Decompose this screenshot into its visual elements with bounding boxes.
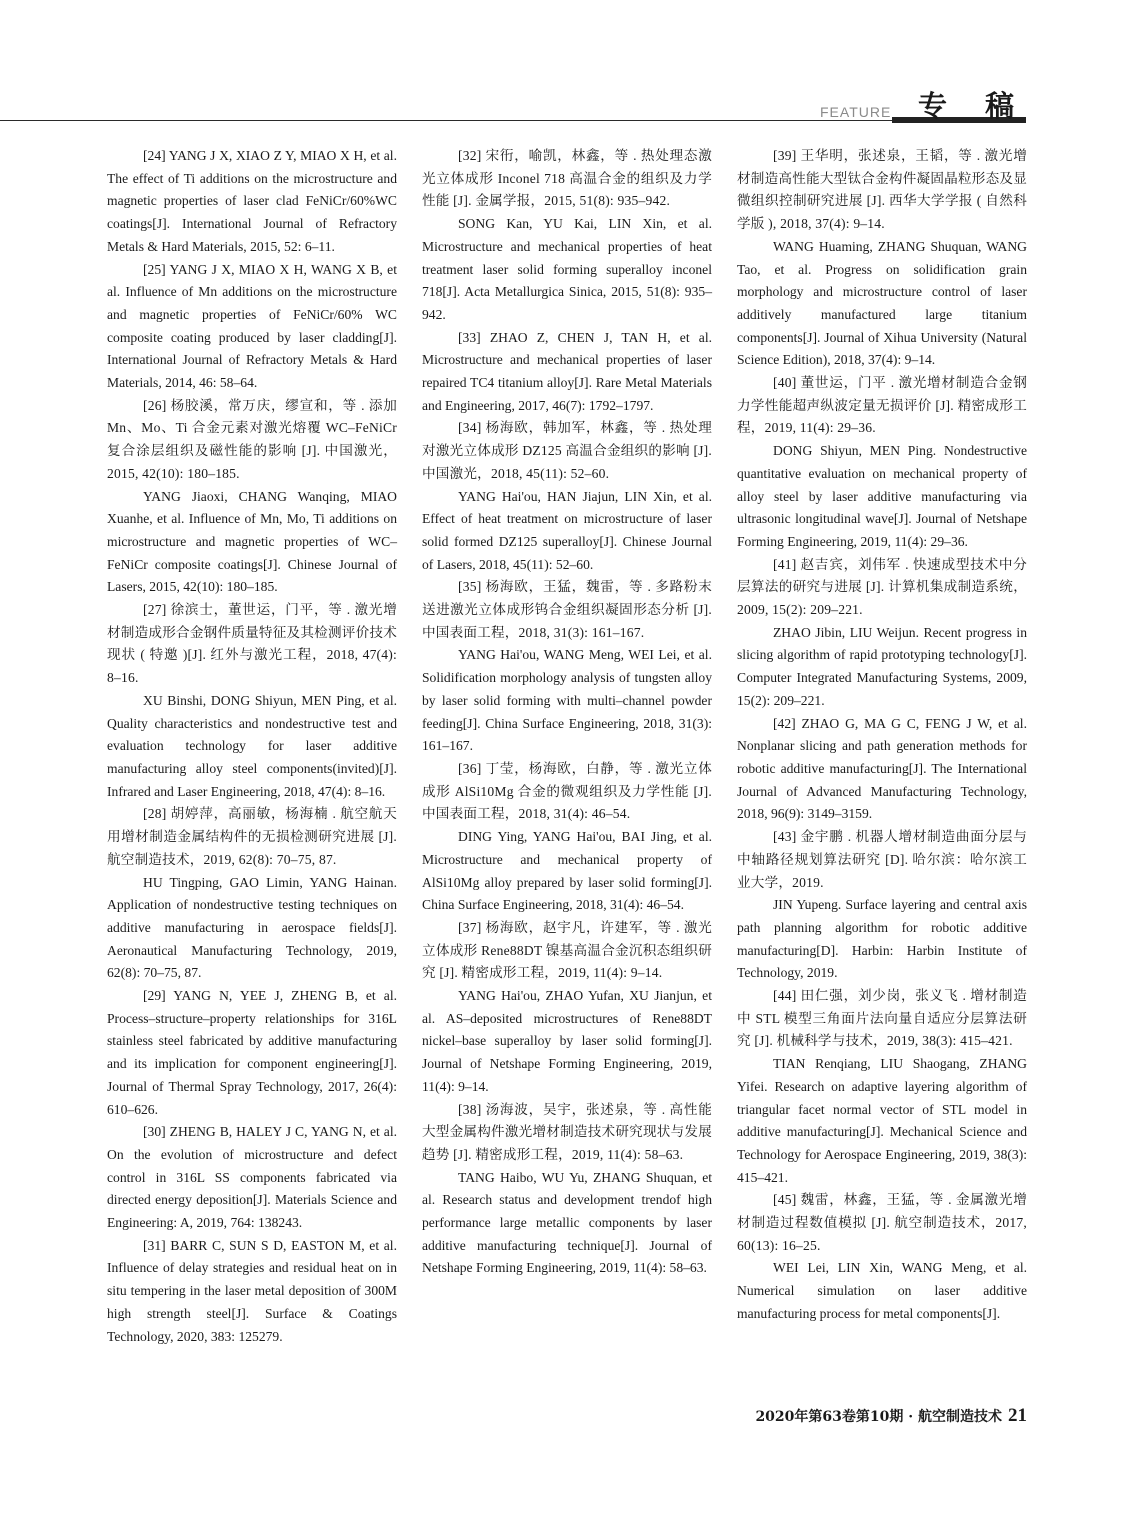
reference-entry: TIAN Renqiang, LIU Shaogang, ZHANG Yifei. Research on adaptive layering algorithm of triangular facet normal vector of STL model in additive manufacturing[J]. Mechanical Science and Technology for Aerospace Engineering, 2019, 38(3): 415–421. bbox=[737, 1056, 1027, 1185]
reference-entry: YANG Hai'ou, HAN Jiajun, LIN Xin, et al. Effect of heat treatment on microstructure of laser solid formed DZ125 superalloy[J]. Chinese Journal of Lasers, 2018, 45(11): 52–60. bbox=[422, 488, 712, 572]
reference-entry: YANG Hai'ou, WANG Meng, WEI Lei, et al. Solidification morphology analysis of tungsten alloy by laser solid forming with multi–channel powder feeding[J]. China Surface Engineering, 2018, 31(3): 161–167. bbox=[422, 647, 712, 754]
reference-entry: DONG Shiyun, MEN Ping. Nondestructive quantitative evaluation on mechanical property of alloy steel by laser additive manufacturing via ultrasonic longitudinal wave[J]. Journal of Netshape Forming Engineering, 2019, 11(4): 29–36. bbox=[737, 443, 1027, 549]
reference-entry: WANG Huaming, ZHANG Shuquan, WANG Tao, et al. Progress on solidification grain morphology and microstructure control of laser additively manufactured large titanium components[J]. Journal of Xihua University (Natural Science Edition), 2018, 37(4): 9–14. bbox=[737, 238, 1027, 368]
reference-entry: XU Binshi, DONG Shiyun, MEN Ping, et al. Quality characteristics and nondestructive test and evaluation technology for laser additive manufacturing alloy steel components(invited)[J]. Infrared and Laser Engineering, 2018, 47(4): 8–16. bbox=[107, 692, 397, 799]
reference-entry: JIN Yupeng. Surface layering and central axis path planning algorithm for robotic additive manufacturing[D]. Harbin: Harbin Institute of Technology, 2019. bbox=[737, 897, 1027, 981]
reference-entry: [30] ZHENG B, HALEY J C, YANG N, et al. On the evolution of microstructure and defect control in 316L SS components fabricated via directed energy deposition[J]. Materials Science and Engineering: A, 2019, 764: 138243. bbox=[107, 1124, 397, 1231]
reference-entry: [32] 宋衎，喻凯，林鑫，等 . 热处理态激光立体成形 Inconel 718 高温合金的组织及力学性能 [J]. 金属学报，2015, 51(8): 935–942. bbox=[422, 148, 712, 209]
reference-entry: [27] 徐滨士，董世运，门平，等 . 激光增材制造成形合金钢件质量特征及其检测评价技术现状 ( 特邀 )[J]. 红外与激光工程，2018, 47(4): 8–16. bbox=[107, 602, 397, 686]
reference-entry: [45] 魏雷，林鑫，王猛，等 . 金属激光增材制造过程数值模拟 [J]. 航空制造技术，2017, 60(13): 16–25. bbox=[737, 1192, 1027, 1253]
page-number: 21 bbox=[1008, 1405, 1027, 1426]
reference-entry: [34] 杨海欧，韩加军，林鑫，等 . 热处理对激光立体成形 DZ125 高温合金组织的影响 [J]. 中国激光，2018, 45(11): 52–60. bbox=[422, 420, 712, 481]
reference-entry: [26] 杨胶溪，常万庆，缪宣和，等 . 添加 Mn、Mo、Ti 合金元素对激光熔覆 WC–FeNiCr 复合涂层组织及磁性能的影响 [J]. 中国激光，2015, 42(10): 180–185. bbox=[107, 397, 397, 481]
reference-entry: [37] 杨海欧，赵宇凡，许建军，等 . 激光立体成形 Rene88DT 镍基高温合金沉积态组织研究 [J]. 精密成形工程，2019, 11(4): 9–14. bbox=[422, 919, 712, 981]
reference-entry: [44] 田仁强，刘少岗，张义飞 . 增材制造中 STL 模型三角面片法向量自适应分层算法研究 [J]. 机械科学与技术，2019, 38(3): 415–421. bbox=[737, 988, 1027, 1049]
reference-entry: [29] YANG N, YEE J, ZHENG B, et al. Process–structure–property relationships for 316L stainless steel fabricated by additive manufacturing and its implication for component engineering[J]. Journal of Thermal Spray Technology, 2017, 26(4): 610–626. bbox=[107, 988, 397, 1117]
feature-label: FEATURE bbox=[820, 104, 892, 120]
reference-entry: [25] YANG J X, MIAO X H, WANG X B, et al. Influence of Mn additions on the microstructure and magnetic properties of FeNiCr/60% WC composite coating produced by laser cladding[J]. International Journal of Refractory Metals & Hard Materials, 2014, 46: 58–64. bbox=[107, 261, 397, 391]
reference-entry: [38] 汤海波，吴宇，张述泉，等 . 高性能大型金属构件激光增材制造技术研究现状与发展趋势 [J]. 精密成形工程，2019, 11(4): 58–63. bbox=[422, 1101, 712, 1162]
reference-column-2 bbox=[422, 145, 712, 1280]
page-footer bbox=[735, 1405, 1027, 1427]
reference-entry: [42] ZHAO G, MA G C, FENG J W, et al. Nonplanar slicing and path generation methods for robotic additive manufacturing[J]. The International Journal of Advanced Manufacturing Technology, 2018, 96(9): 3149–3159. bbox=[737, 715, 1027, 822]
reference-entry: YANG Jiaoxi, CHANG Wanqing, MIAO Xuanhe, et al. Influence of Mn, Mo, Ti additions on microstructure and magnetic properties of WC–FeNiCr composite coatings[J]. Chinese Journal of Lasers, 2015, 42(10): 180–185. bbox=[107, 488, 397, 595]
reference-entry: HU Tingping, GAO Limin, YANG Hainan. Application of nondestructive testing techniques on additive manufacturing in aerospace fields[J]. Aeronautical Manufacturing Technology, 2019, 62(8): 70–75, 87. bbox=[107, 874, 397, 981]
reference-entry: [35] 杨海欧，王猛，魏雷，等 . 多路粉末送进激光立体成形钨合金组织凝固形态分析 [J]. 中国表面工程，2018, 31(3): 161–167. bbox=[422, 579, 712, 640]
section-title: 专 稿 bbox=[918, 89, 1029, 123]
reference-entry: SONG Kan, YU Kai, LIN Xin, et al. Microstructure and mechanical properties of heat treatment laser solid forming superalloy inconel 718[J]. Acta Metallurgica Sinica, 2015, 51(8): 935–942. bbox=[422, 216, 712, 322]
reference-entry: [41] 赵吉宾，刘伟军 . 快速成型技术中分层算法的研究与进展 [J]. 计算机集成制造系统，2009, 15(2): 209–221. bbox=[737, 556, 1027, 618]
reference-column-3 bbox=[737, 145, 1027, 1326]
header-rule bbox=[0, 120, 1026, 121]
reference-column-1 bbox=[107, 145, 397, 1348]
reference-entry: [28] 胡婷萍，高丽敏，杨海楠 . 航空航天用增材制造金属结构件的无损检测研究进展 [J]. 航空制造技术，2019, 62(8): 70–75, 87. bbox=[107, 806, 397, 867]
reference-entry: DING Ying, YANG Hai'ou, BAI Jing, et al. Microstructure and mechanical property of AlSi10Mg alloy prepared by laser solid forming[J]. China Surface Engineering, 2018, 31(4): 46–54. bbox=[422, 829, 712, 913]
reference-entry: ZHAO Jibin, LIU Weijun. Recent progress in slicing algorithm of rapid prototyping technology[J]. Computer Integrated Manufacturing Systems, 2009, 15(2): 209–221. bbox=[737, 624, 1027, 708]
reference-entry: [40] 董世运，门平 . 激光增材制造合金钢力学性能超声纵波定量无损评价 [J]. 精密成形工程，2019, 11(4): 29–36. bbox=[737, 375, 1027, 436]
reference-entry: TANG Haibo, WU Yu, ZHANG Shuquan, et al. Research status and development trendof high performance large metallic components by laser additive manufacturing technique[J]. Journal of Netshape Forming Engineering, 2019, 11(4): 58–63. bbox=[422, 1169, 712, 1276]
reference-entry: [31] BARR C, SUN S D, EASTON M, et al. Influence of delay strategies and residual heat on in situ tempering in the laser metal deposition of 300M high strength steel[J]. Surface & Coatings Technology, 2020, 383: 125279. bbox=[107, 1237, 397, 1344]
reference-entry: [33] ZHAO Z, CHEN J, TAN H, et al. Microstructure and mechanical properties of laser repaired TC4 titanium alloy[J]. Rare Metal Materials and Engineering, 2017, 46(7): 1792–1797. bbox=[422, 329, 712, 413]
reference-entry: [43] 金宇鹏 . 机器人增材制造曲面分层与中轴路径规划算法研究 [D]. 哈尔滨：哈尔滨工业大学，2019. bbox=[737, 829, 1027, 890]
reference-entry: YANG Hai'ou, ZHAO Yufan, XU Jianjun, et al. AS–deposited microstructures of Rene88DT nickel–base superalloy by laser solid forming[J]. Journal of Netshape Forming Engineering, 2019, 11(4): 9–14. bbox=[422, 988, 712, 1094]
reference-entry: [39] 王华明，张述泉，王韬，等 . 激光增材制造高性能大型钛合金构件凝固晶粒形态及显微组织控制研究进展 [J]. 西华大学学报 ( 自然科学版 ), 2018, 37(4): 9–14. bbox=[737, 148, 1027, 232]
issue-info: 2020年第63卷第10期 · 航空制造技术 bbox=[755, 1409, 1002, 1425]
reference-entry: [36] 丁莹，杨海欧，白静，等 . 激光立体成形 AlSi10Mg 合金的微观组织及力学性能 [J]. 中国表面工程，2018, 31(4): 46–54. bbox=[422, 760, 712, 822]
reference-entry: [24] YANG J X, XIAO Z Y, MIAO X H, et al. The effect of Ti additions on the microstructure and magnetic properties of laser clad FeNiCr/60%WC coatings[J]. International Journal of Refractory Metals & Hard Materials, 2015, 52: 6–11. bbox=[107, 148, 397, 254]
reference-entry: WEI Lei, LIN Xin, WANG Meng, et al. Numerical simulation on laser additive manufacturing process for metal components[J]. bbox=[737, 1260, 1027, 1321]
